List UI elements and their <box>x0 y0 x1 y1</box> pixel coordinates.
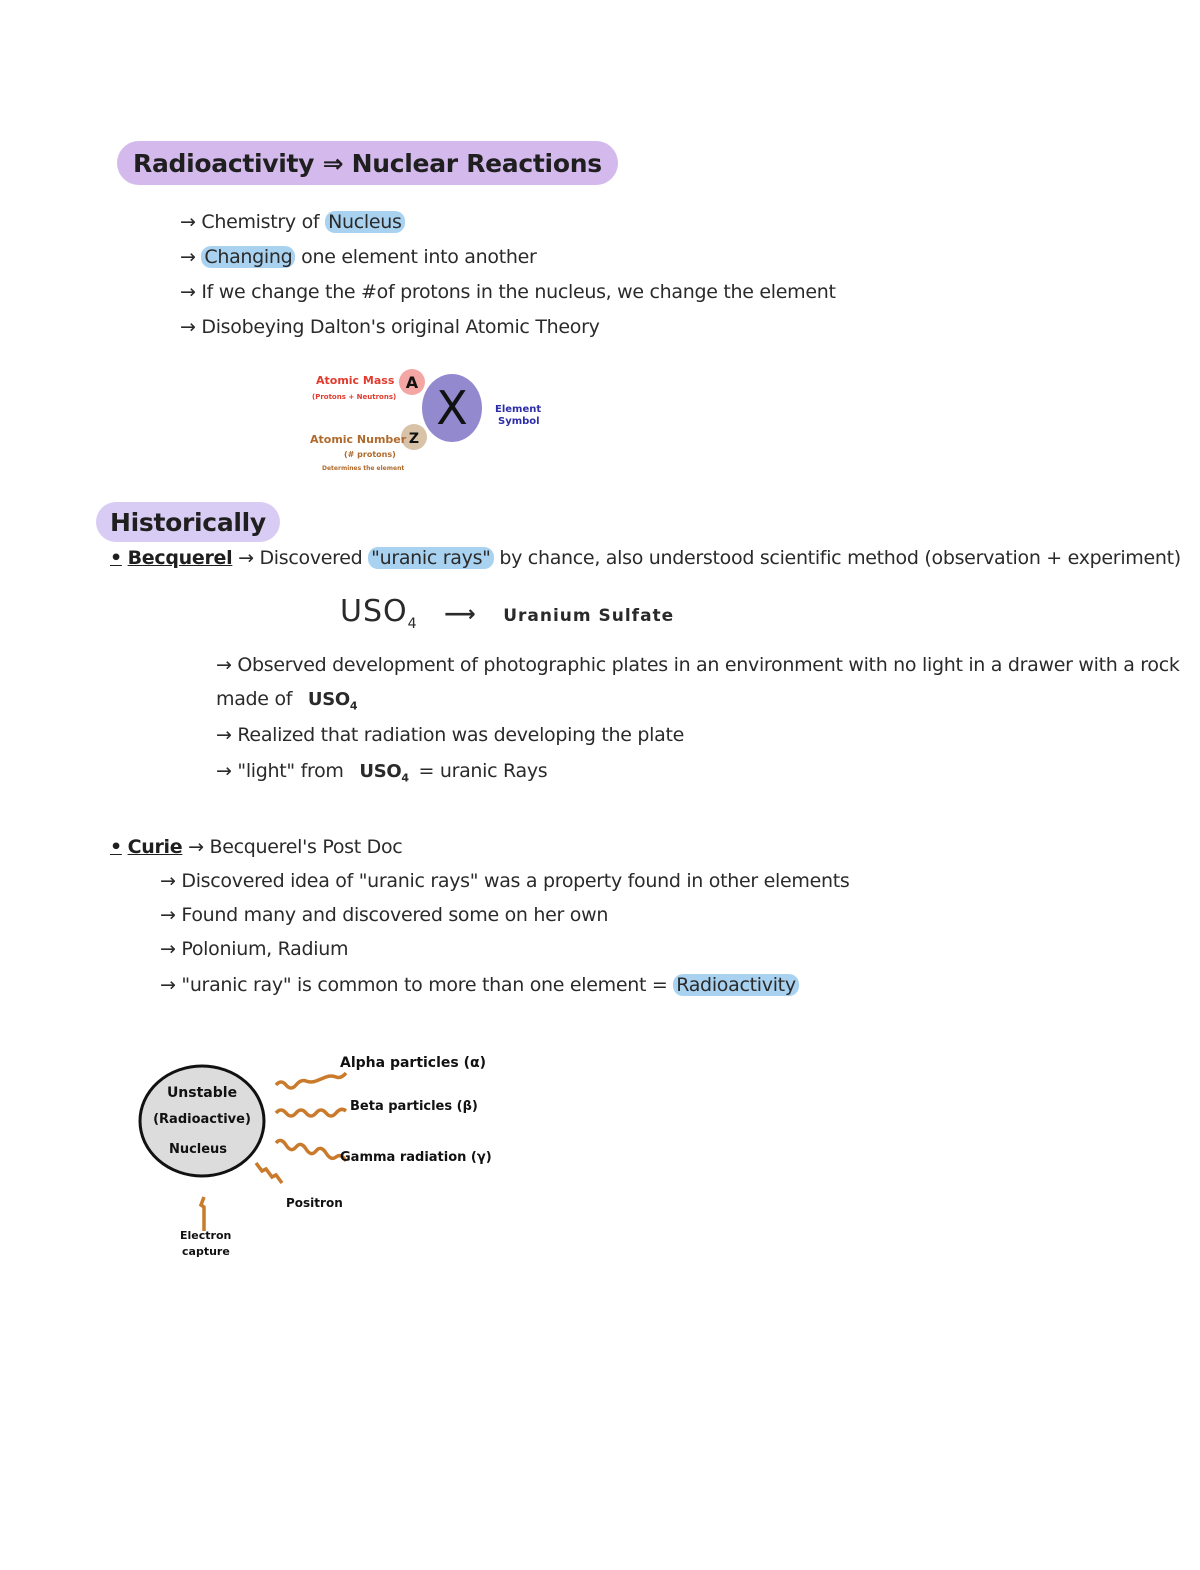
beta-label: Beta particles (β) <box>350 1099 478 1114</box>
number-sub2: Determines the element <box>322 465 405 472</box>
curie-note-3: → Polonium, Radium <box>160 938 349 960</box>
intro-bullet-2: → Changing one element into another <box>180 246 537 268</box>
curie-note-4: → "uranic ray" is common to more than one element = Radioactivity <box>160 974 799 996</box>
uranium-sulfate-formula: $USO_4$ ⟶ Uranium Sulfate <box>340 594 675 632</box>
symbol-label-2: Symbol <box>498 416 540 427</box>
becquerel-line: • Becquerel → Discovered "uranic rays" by chance, also understood scientific method (observation + experiment) <box>110 547 1181 569</box>
mass-sub: (Protons + Neutrons) <box>312 393 397 401</box>
highlight-changing: Changing <box>201 246 295 268</box>
gamma-label: Gamma radiation (γ) <box>340 1150 492 1165</box>
formula-name: Uranium Sulfate <box>503 606 675 626</box>
symbol-label-1: Element <box>495 404 542 415</box>
capture-arrow <box>201 1197 204 1231</box>
positron-label: Positron <box>286 1196 343 1210</box>
page-title-text: Radioactivity ⇒ Nuclear Reactions <box>133 148 602 178</box>
highlight-nucleus: Nucleus <box>325 211 405 233</box>
becquerel-name: Becquerel <box>127 547 233 569</box>
capture-label-2: capture <box>182 1245 230 1258</box>
curie-note-1: → Discovered idea of "uranic rays" was a property found in other elements <box>160 870 850 892</box>
number-letter: Z <box>408 431 420 447</box>
page-title <box>117 141 618 185</box>
intro-bullet-3: → If we change the #of protons in the nucleus, we change the element <box>180 281 836 303</box>
intro-bullet-1: → Chemistry of Nucleus <box>180 211 405 233</box>
capture-label-1: Electron <box>180 1229 232 1242</box>
intro-bullet-4: → Disobeying Dalton's original Atomic Theory <box>180 316 600 338</box>
becquerel-note-3: → Realized that radiation was developing the plate <box>216 724 685 746</box>
nucleus-label-2: (Radioactive) <box>153 1112 251 1127</box>
number-sub: (# protons) <box>344 450 396 459</box>
beta-wave <box>276 1109 346 1116</box>
mass-letter: A <box>405 373 419 392</box>
element-symbol: X <box>436 381 468 435</box>
highlight-radioactivity: Radioactivity <box>673 974 799 996</box>
curie-note-2: → Found many and discovered some on her own <box>160 904 609 926</box>
nucleus-label-3: Nucleus <box>168 1142 228 1157</box>
uso4-inline-2: $USO_4$ <box>359 761 409 785</box>
historically-heading-text: Historically <box>110 507 266 537</box>
becquerel-note-1: → Observed development of photographic plates in an environment with no light in a drawer with a rock <box>216 654 1180 676</box>
positron-wave <box>256 1163 282 1183</box>
radioactive-nucleus-diagram <box>130 1035 530 1275</box>
uso4-inline-1: $USO_4$ <box>307 689 358 713</box>
alpha-label: Alpha particles (α) <box>340 1055 487 1071</box>
becquerel-note-2: made of $USO_4$ <box>216 688 358 713</box>
nucleus-label-1: Unstable <box>166 1085 238 1101</box>
alpha-wave <box>276 1073 346 1088</box>
historically-heading <box>96 502 280 542</box>
curie-name: Curie <box>127 836 183 858</box>
highlight-uranic-rays: "uranic rays" <box>368 547 493 569</box>
becquerel-note-4: → "light" from $USO_4$ = uranic Rays <box>216 760 548 785</box>
gamma-wave <box>276 1140 346 1161</box>
atom-notation-diagram <box>300 360 570 480</box>
mass-label: Atomic Mass <box>316 374 395 387</box>
curie-line: • Curie → Becquerel's Post Doc <box>110 836 403 858</box>
number-label: Atomic Number <box>310 433 407 446</box>
